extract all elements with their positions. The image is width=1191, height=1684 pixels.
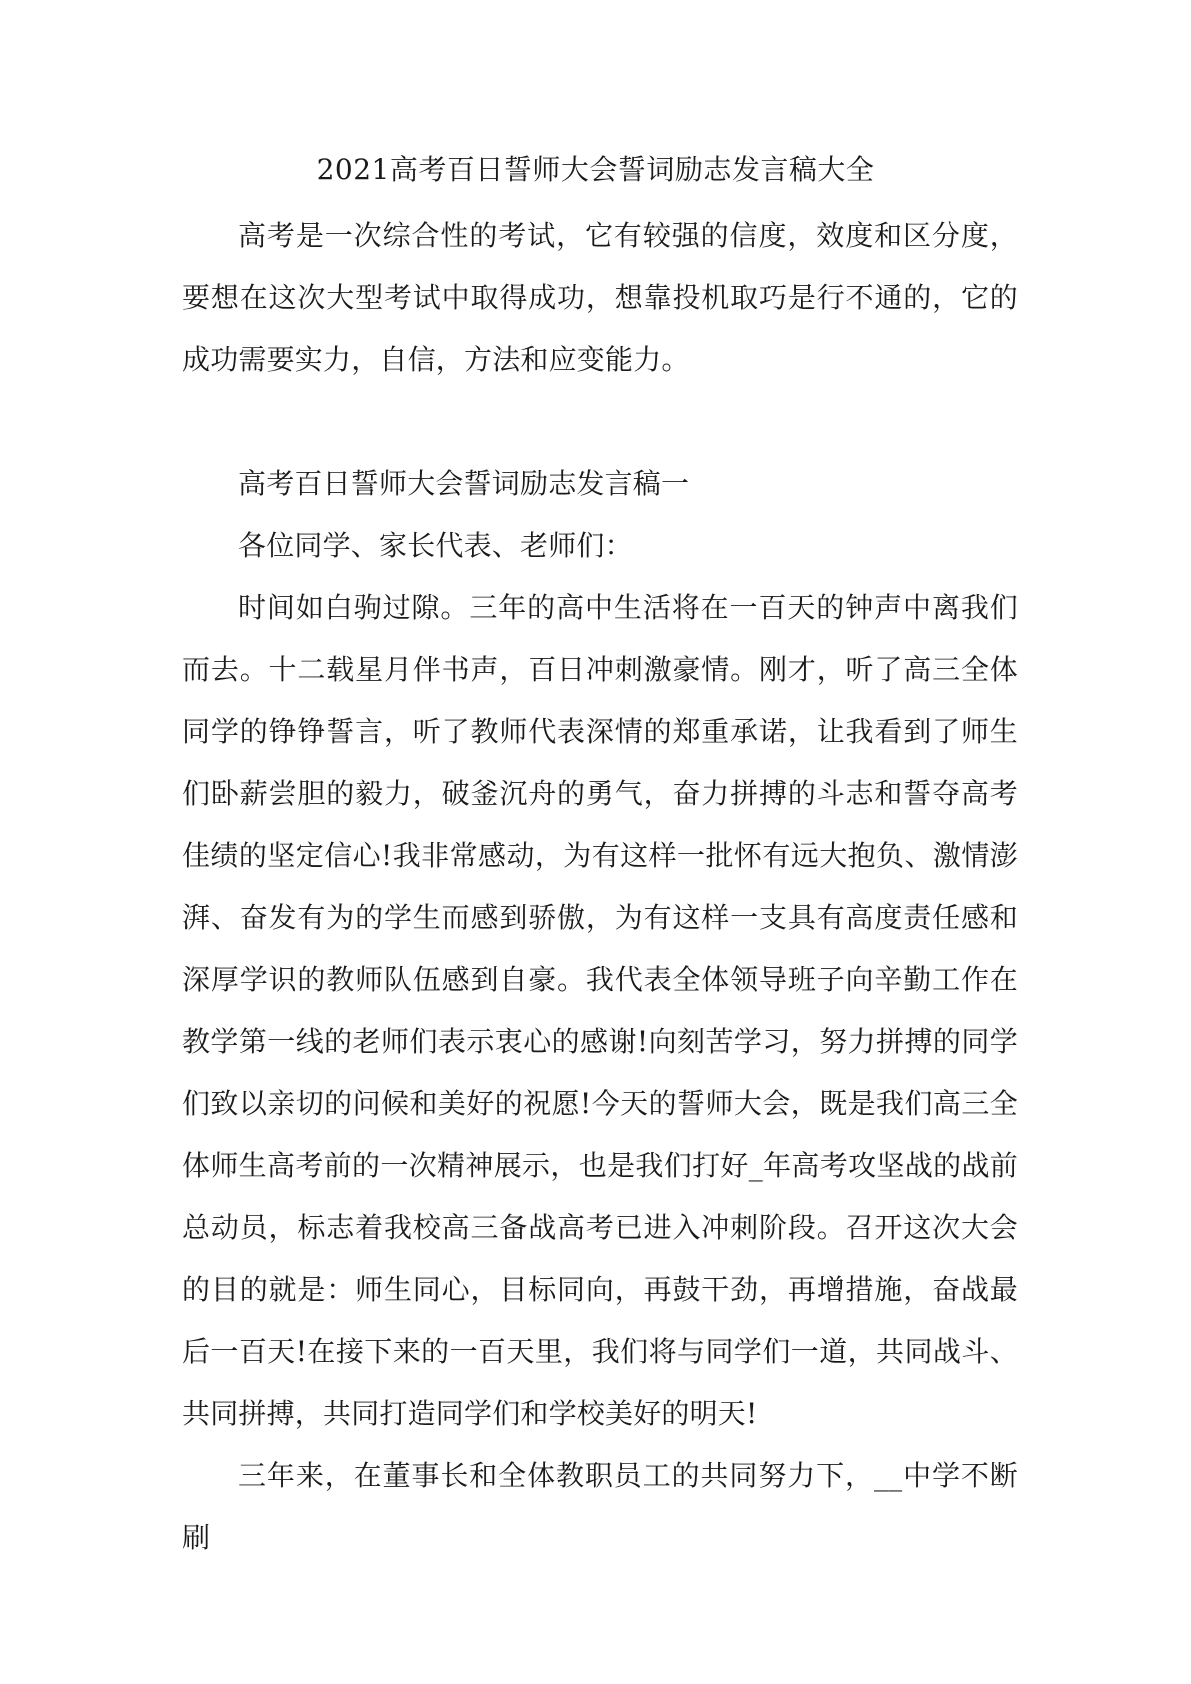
document-body: [182, 205, 1018, 1569]
body-paragraph-1: 时间如白驹过隙。三年的高中生活将在一百天的钟声中离我们而去。十二载星月伴书声，百日冲刺激豪情。刚才，听了高三全体同学的铮铮誓言，听了教师代表深情的郑重承诺，让我看到了师生们卧薪尝胆的毅力，破釜沉舟的勇气，奋力拼搏的斗志和誓夺高考佳绩的坚定信心!我非常感动，为有这样一批怀有远大抱负、激情澎湃、奋发有为的学生而感到骄傲，为有这样一支具有高度责任感和深厚学识的教师队伍感到自豪。我代表全体领导班子向辛勤工作在教学第一线的老师们表示衷心的感谢!向刻苦学习，努力拼搏的同学们致以亲切的问候和美好的祝愿!今天的誓师大会，既是我们高三全体师生高考前的一次精神展示，也是我们打好_年高考攻坚战的战前总动员，标志着我校高三备战高考已进入冲刺阶段。召开这次大会的目的就是：师生同心，目标同向，再鼓干劲，再增措施，奋战最后一百天!在接下来的一百天里，我们将与同学们一道，共同战斗、共同拼搏，共同打造同学们和学校美好的明天!: [182, 591, 1018, 1430]
blank-line: [182, 391, 1018, 453]
document-title: 2021高考百日誓师大会誓词励志发言稿大全: [316, 153, 875, 186]
salutation: 各位同学、家长代表、老师们：: [238, 529, 633, 562]
intro-paragraph: 高考是一次综合性的考试，它有较强的信度，效度和区分度，要想在这次大型考试中取得成功，想靠投机取巧是行不通的，它的成功需要实力，自信，方法和应变能力。: [182, 219, 1018, 376]
body-paragraph-2: 三年来，在董事长和全体教职员工的共同努力下，__中学不断刷: [182, 1459, 1018, 1554]
section-heading: 高考百日誓师大会誓词励志发言稿一: [238, 467, 690, 500]
